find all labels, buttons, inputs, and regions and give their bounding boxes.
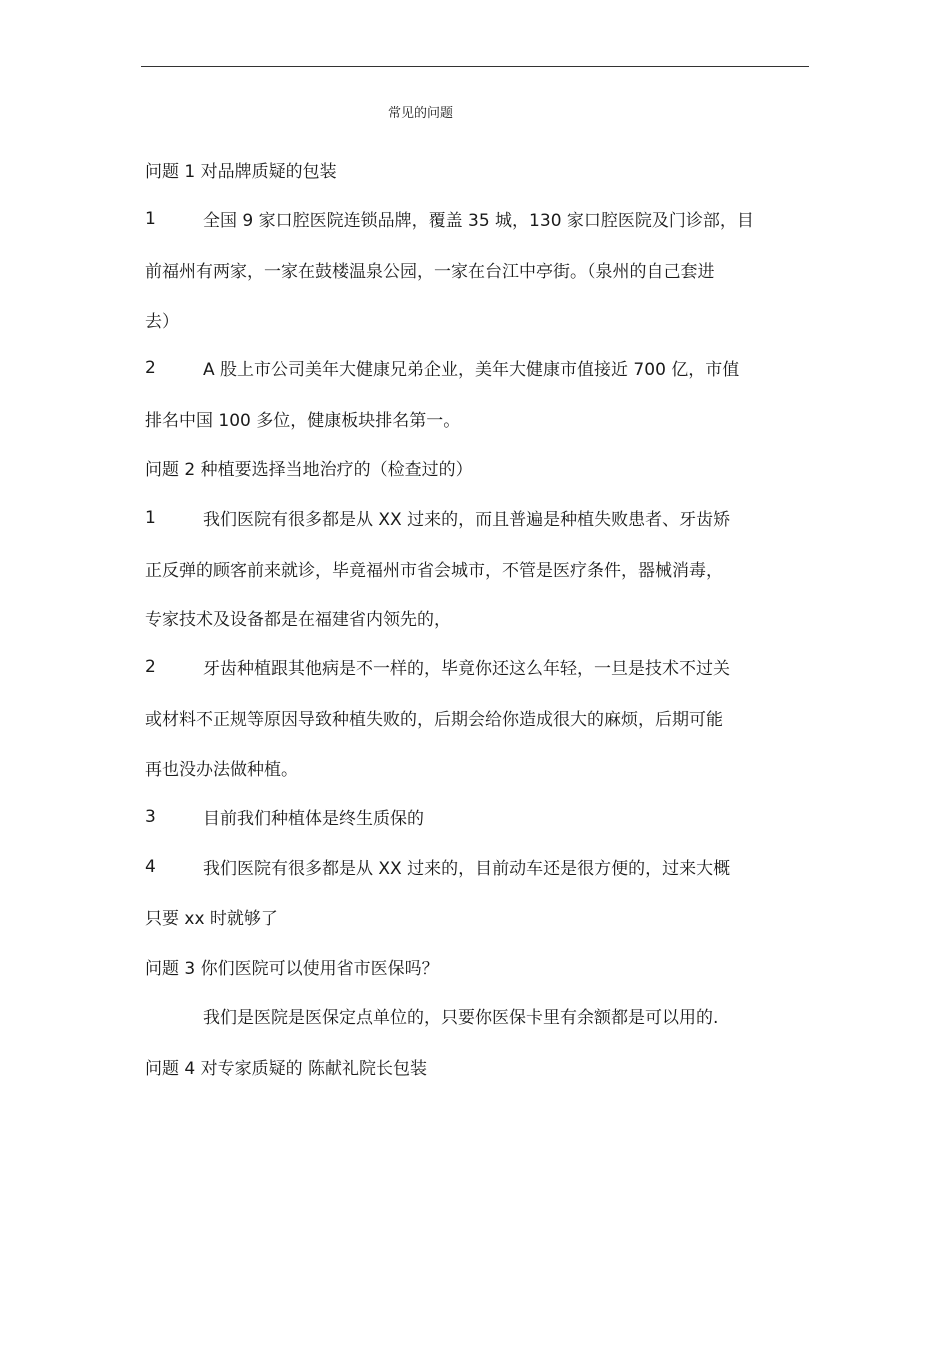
answer-line: 全国 9 家口腔医院连锁品牌，覆盖 35 城，130 家口腔医院及门诊部，目 (203, 211, 754, 231)
answer-line: 我们是医院是医保定点单位的，只要你医保卡里有余额都是可以用的. (203, 1008, 719, 1028)
answer-line: 目前我们种植体是终生质保的 (203, 809, 424, 829)
answer-number: 1 (145, 508, 156, 528)
answer-line: 或材料不正规等原因导致种植失败的，后期会给你造成很大的麻烦，后期可能 (145, 710, 723, 730)
answer-number: 2 (145, 657, 156, 677)
question-3-heading: 问题 3 你们医院可以使用省市医保吗？ (145, 959, 439, 979)
answer-line: 去） (145, 312, 179, 332)
answer-line: 专家技术及设备都是在福建省内领先的， (145, 610, 451, 630)
answer-number: 4 (145, 857, 156, 877)
answer-number: 3 (145, 807, 156, 827)
answer-line: 我们医院有很多都是从 XX 过来的，而且普遍是种植失败患者、牙齿矫 (203, 510, 731, 530)
answer-number: 2 (145, 358, 156, 378)
question-2-heading: 问题 2 种植要选择当地治疗的（检查过的） (145, 460, 473, 480)
question-1-heading: 问题 1 对品牌质疑的包装 (145, 162, 337, 182)
answer-line: 前福州有两家，一家在鼓楼温泉公园，一家在台江中亭街。（泉州的自己套进 (145, 262, 715, 282)
answer-line: 再也没办法做种植。 (145, 760, 298, 780)
document-title: 常见的问题 (388, 106, 454, 121)
answer-line: A 股上市公司美年大健康兄弟企业，美年大健康市值接近 700 亿，市值 (203, 360, 740, 380)
answer-line: 只要 xx 时就够了 (145, 909, 278, 929)
answer-line: 我们医院有很多都是从 XX 过来的，目前动车还是很方便的，过来大概 (203, 859, 731, 879)
question-4-heading: 问题 4 对专家质疑的 陈献礼院长包装 (145, 1059, 428, 1079)
answer-number: 1 (145, 209, 156, 229)
answer-line: 正反弹的顾客前来就诊，毕竟福州市省会城市，不管是医疗条件，器械消毒， (145, 561, 723, 581)
header-rule (141, 66, 809, 67)
answer-line: 排名中国 100 多位，健康板块排名第一。 (145, 411, 461, 431)
answer-line: 牙齿种植跟其他病是不一样的，毕竟你还这么年轻，一旦是技术不过关 (203, 659, 730, 679)
